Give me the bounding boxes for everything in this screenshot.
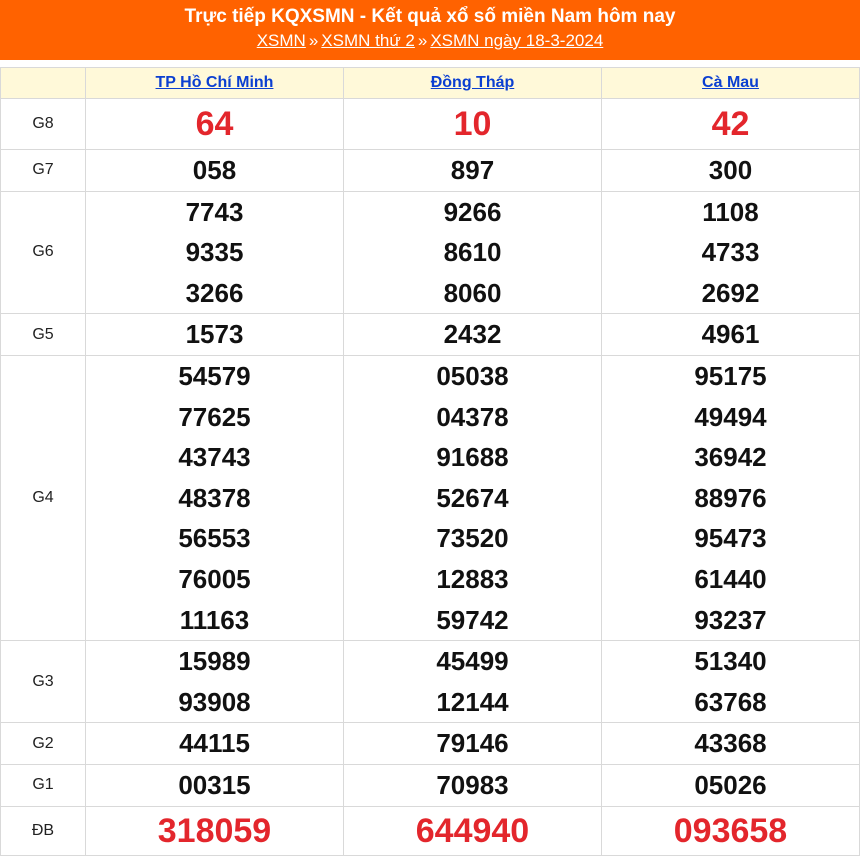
prize-cell	[602, 150, 860, 192]
results-table	[0, 67, 860, 856]
prize-cell	[602, 355, 860, 640]
prize-number: 04378	[436, 401, 509, 432]
prize-number: 12883	[436, 563, 509, 594]
prize-row-db	[1, 806, 860, 855]
prize-number: 12144	[436, 686, 509, 717]
prize-cell	[344, 191, 602, 314]
prize-number: 43743	[178, 442, 251, 473]
breadcrumb-xsmn-thu-2[interactable]: XSMN thứ 2	[321, 31, 415, 50]
prize-number: 49494	[694, 401, 767, 432]
prize-cell	[86, 723, 344, 765]
province-link-dong-thap[interactable]: Đồng Tháp	[430, 74, 515, 91]
province-link-ca-mau[interactable]: Cà Mau	[702, 74, 759, 91]
prize-row-g3	[1, 641, 860, 723]
prize-number: 2692	[701, 277, 760, 308]
prize-cell	[602, 191, 860, 314]
prize-number: 42	[711, 105, 750, 143]
prize-cell	[344, 314, 602, 356]
prize-row-g4	[1, 355, 860, 640]
province-header	[602, 68, 860, 99]
prize-label: G4	[1, 355, 86, 640]
prize-number: 91688	[436, 442, 509, 473]
prize-number: 7743	[185, 196, 244, 227]
prize-number: 52674	[436, 482, 509, 513]
prize-label: G7	[1, 150, 86, 192]
prize-cell	[86, 99, 344, 150]
breadcrumb-xsmn[interactable]: XSMN	[256, 31, 306, 50]
prize-label: G2	[1, 723, 86, 765]
prize-cell	[86, 314, 344, 356]
prize-cell	[602, 723, 860, 765]
prize-row-g5	[1, 314, 860, 356]
prize-number: 1573	[185, 319, 244, 350]
prize-number: 05038	[436, 360, 509, 391]
prize-number: 11163	[179, 604, 250, 635]
prize-number: 54579	[178, 360, 251, 391]
prize-number: 95175	[694, 360, 767, 391]
prize-label: G8	[1, 99, 86, 150]
prize-number: 70983	[436, 769, 509, 800]
prize-number: 64	[195, 105, 234, 143]
province-header	[344, 68, 602, 99]
prize-cell	[344, 723, 602, 765]
breadcrumb-separator: »	[417, 31, 428, 50]
prize-number: 00315	[178, 769, 251, 800]
prize-number: 093658	[673, 811, 788, 850]
prize-number: 45499	[436, 646, 509, 677]
prize-label: G6	[1, 191, 86, 314]
page-title: Trực tiếp KQXSMN - Kết quả xổ số miền Nam hôm nay	[184, 6, 676, 27]
prize-number: 44115	[179, 728, 250, 759]
prize-number: 9335	[185, 237, 244, 268]
prize-row-g1	[1, 764, 860, 806]
prize-number: 56553	[178, 523, 251, 554]
prize-number: 1108	[702, 196, 759, 227]
prize-number: 51340	[694, 646, 767, 677]
prize-row-g7	[1, 150, 860, 192]
prize-number: 10	[453, 105, 492, 143]
prize-cell	[344, 355, 602, 640]
prize-number: 4961	[701, 319, 760, 350]
prize-cell	[86, 764, 344, 806]
prize-number: 73520	[436, 523, 509, 554]
page-header	[0, 0, 860, 60]
prize-row-g8	[1, 99, 860, 150]
header-gap	[0, 60, 860, 67]
prize-cell	[86, 641, 344, 723]
prize-number: 4733	[701, 237, 760, 268]
prize-label: G5	[1, 314, 86, 356]
prize-label: G3	[1, 641, 86, 723]
prize-number: 2432	[443, 319, 502, 350]
prize-number: 897	[450, 155, 495, 185]
prize-number: 644940	[415, 811, 530, 850]
prize-number: 15989	[178, 646, 251, 677]
prize-cell	[86, 806, 344, 855]
prize-number: 77625	[178, 401, 251, 432]
prize-number: 61440	[694, 563, 767, 594]
prize-cell	[86, 191, 344, 314]
prize-cell	[344, 764, 602, 806]
prize-number: 318059	[157, 811, 272, 850]
prize-cell	[344, 99, 602, 150]
province-header	[86, 68, 344, 99]
prize-number: 8060	[443, 277, 502, 308]
prize-number: 058	[192, 155, 237, 185]
prize-cell	[602, 806, 860, 855]
prize-number: 43368	[694, 728, 767, 759]
prize-number: 59742	[436, 604, 509, 635]
breadcrumb	[0, 30, 860, 52]
prize-label: G1	[1, 764, 86, 806]
prize-number: 300	[708, 155, 753, 185]
prize-cell	[344, 641, 602, 723]
prize-cell	[602, 314, 860, 356]
prize-cell	[86, 150, 344, 192]
prize-cell	[344, 806, 602, 855]
prize-number: 93237	[694, 604, 767, 635]
corner-cell	[1, 68, 86, 99]
prize-number: 36942	[694, 442, 767, 473]
prize-number: 48378	[178, 482, 251, 513]
province-header-row	[1, 68, 860, 99]
province-link-hcm[interactable]: TP Hồ Chí Minh	[155, 74, 274, 91]
prize-number: 93908	[178, 686, 251, 717]
prize-number: 63768	[694, 686, 767, 717]
prize-number: 76005	[178, 563, 251, 594]
prize-number: 88976	[694, 482, 767, 513]
prize-cell	[602, 764, 860, 806]
prize-table-body	[1, 99, 860, 856]
prize-label: ĐB	[1, 806, 86, 855]
prize-cell	[344, 150, 602, 192]
prize-row-g2	[1, 723, 860, 765]
prize-cell	[602, 99, 860, 150]
breadcrumb-separator: »	[308, 31, 319, 50]
prize-number: 3266	[185, 277, 244, 308]
prize-number: 8610	[443, 237, 502, 268]
prize-cell	[86, 355, 344, 640]
prize-number: 9266	[443, 196, 502, 227]
prize-cell	[602, 641, 860, 723]
prize-number: 95473	[694, 523, 767, 554]
prize-number: 05026	[694, 769, 767, 800]
prize-number: 79146	[436, 728, 509, 759]
breadcrumb-xsmn-date[interactable]: XSMN ngày 18-3-2024	[430, 31, 604, 50]
prize-row-g6	[1, 191, 860, 314]
